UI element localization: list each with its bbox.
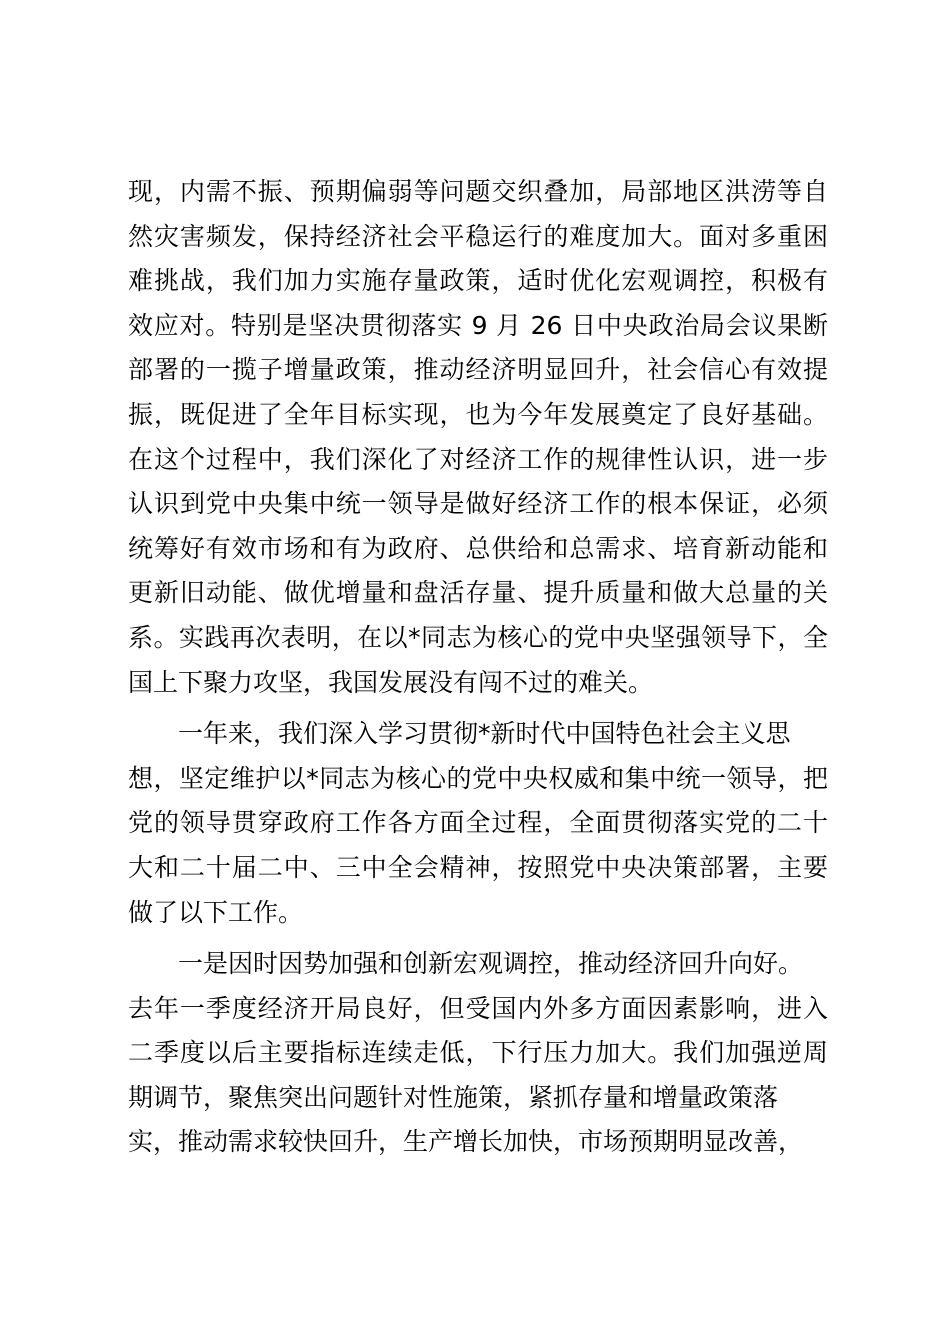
text-line: 去年一季度经济开局良好，但受国内外多方面因素影响，进入	[128, 993, 828, 1023]
text-line: 实，推动需求较快回升，生产增长加快，市场预期明显改善，	[128, 1127, 804, 1157]
text-line: 振，既促进了全年目标实现，也为今年发展奠定了良好基础。	[128, 399, 828, 429]
text-line: 系。实践再次表明，在以*同志为核心的党中央坚强领导下，全	[128, 622, 828, 652]
text-line: 想，坚定维护以*同志为核心的党中央权威和集中统一领导，把	[128, 763, 828, 793]
text-line: 国上下聚力攻坚，我国发展没有闯不过的难关。	[128, 667, 654, 697]
text-line: 现，内需不振、预期偏弱等问题交织叠加，局部地区洪涝等自	[128, 177, 828, 206]
text-line: 效应对。特别是坚决贯彻落实 9 月 26 日中央政治局会议果断	[128, 310, 828, 340]
text-line: 做了以下工作。	[128, 897, 304, 927]
text-line: 认识到党中央集中统一领导是做好经济工作的根本保证，必须	[128, 489, 828, 519]
text-line: 大和二十届二中、三中全会精神，按照党中央决策部署，主要	[128, 852, 828, 882]
text-line: 二季度以后主要指标连续走低，下行压力加大。我们加强逆周	[128, 1038, 828, 1068]
text-line: 在这个过程中，我们深化了对经济工作的规律性认识，进一步	[128, 444, 828, 474]
text-line: 难挑战，我们加力实施存量政策，适时优化宏观调控，积极有	[128, 266, 828, 296]
text-line: 统筹好有效市场和有为政府、总供给和总需求、培育新动能和	[128, 533, 828, 563]
text-line: 一年来，我们深入学习贯彻*新时代中国特色社会主义思	[178, 719, 791, 749]
text-line: 期调节，聚焦突出问题针对性施策，紧抓存量和增量政策落	[128, 1082, 779, 1112]
text-line: 部署的一揽子增量政策，推动经济明显回升，社会信心有效提	[128, 355, 828, 385]
text-line: 一是因时因势加强和创新宏观调控，推动经济回升向好。	[178, 949, 804, 979]
text-line: 更新旧动能、做优增量和盘活存量、提升质量和做大总量的关	[128, 578, 828, 608]
text-line: 然灾害频发，保持经济社会平稳运行的难度加大。面对多重困	[128, 221, 828, 251]
body-text	[128, 170, 828, 1165]
text-line: 党的领导贯穿政府工作各方面全过程，全面贯彻落实党的二十	[128, 808, 828, 838]
